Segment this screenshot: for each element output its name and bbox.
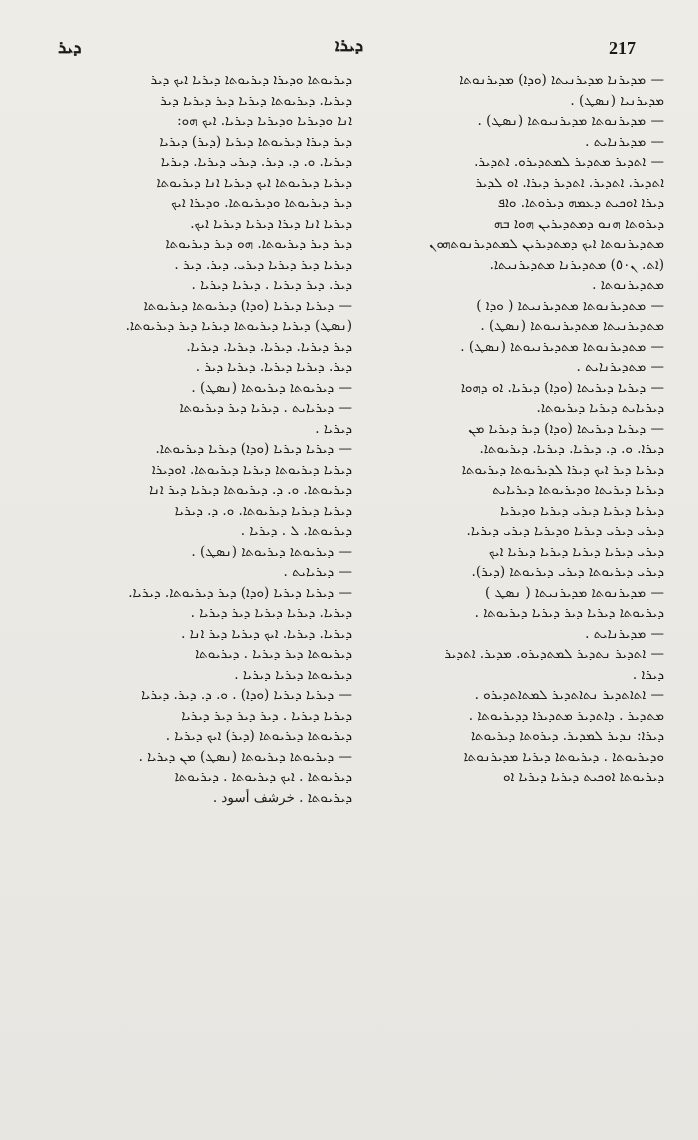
text-line: ܡܬܕܝܪ . ܕܐܬܕܝܪ ܡܬܕܝܪܐ ܕܕܝܪܝܘܬܐ . <box>468 707 664 724</box>
text-line: — ܐܬܕܝܪ ܡܬܕܝܪ ܠܡܬܕܝܪܘ. ܐܬܕܝܪ. <box>474 154 664 170</box>
text-line: — ܡܕܝܪܢܘܬܐ ܡܕܝܪܢܝܬܐ ( ܢܣܛ ) <box>485 584 664 601</box>
text-line: ܕܝܪܝܐ. ܕܝܪܝܘܬܐ ܕܝܪܝܐ ܕܝܪ ܕܝܪܝܐ ܕܝܪ <box>160 92 352 109</box>
text-line: — ܡܬܕܝܪܢܘܬܐ ܡܬܕܝܪܢܝܘܬܐ (ܢܣܛ) . <box>460 338 664 355</box>
text-line: — ܐܬܕܝܪ ܢܬܕܝܪ ܠܡܬܕܝܪܘ. ܡܕܝܪ. ܐܬܕܝܪ <box>444 646 664 662</box>
text-line: ܕܝܪܝܘܬܐ ܕܝܪܝܘܬܐ (ܕܝܪ) ܐܝܟ ܕܝܪܝܐ . <box>165 728 352 744</box>
text-line: ܕܝܪܝܐ ܕܝܪܝܘܬܐ ܐܝܟ ܕܝܪܝܐ ܐܢܐ ܕܝܪܝܘܬܐ <box>156 174 352 191</box>
text-line: — ܕܝܪܝܐܝܬ . ܕܝܪܝܐ ܕܝܪ ܕܝܪܝܘܬܐ <box>179 400 352 416</box>
text-line: ܕܝܪܝܐܝܬ ܕܝܪܝܐ ܕܝܪܝܘܬܐ. <box>536 400 664 416</box>
text-line: ܕܝܪܝܐ ܕܝܪ ܕܝܪܝܐ ܕܝܪܝ. ܕܝܪ. ܕܝܪ . <box>174 256 352 273</box>
text-line: ܕܝܪܝ ܕܝܪܝܐ ܕܝܪܝܐ ܕܝܪܝܐ ܕܝܪܝܐ ܐܝܟ <box>488 543 664 560</box>
text-line: ܕܝܪܝܘܬܐ ܕܝܪ ܕܝܪܝܐ . ܕܝܪܝܘܬܐ <box>195 646 352 662</box>
text-line: — ܕܝܪܝܘܬܐ ܕܝܪܝܘܬܐ (ܢܣܛ) ܡܢ ܕܝܪܝܐ . <box>138 748 352 765</box>
text-line: ܕܝܪܝܘܬܐ . ܐܝܟ ܕܝܪܝܘܬܐ . ܕܝܪܝܘܬܐ <box>174 769 352 785</box>
text-line: ܘܕܝܪܝܘܬܐ . ܕܝܪܝܘܬܐ ܕܝܪܝܐ ܡܕܝܪܢܘܬܐ <box>463 748 664 765</box>
text-line: ܐܢܐ ܘܕܝܪܝܐ ܘܕܝܪܝܐ ܕܝܪܝܐ. ܐܝܟ ܗܘ: <box>177 113 352 129</box>
page-number: 217 <box>609 38 636 58</box>
text-line: ܕܝܪܝ ܕܝܪܝܘܬܐ ܕܝܪܝ ܕܝܪܝܘܬܐ (ܕܝܪ). <box>471 564 664 580</box>
text-line: — ܕܝܪܝܐ ܕܝܪܝܐ (ܘܕܐ) ܕܝܪܝܘܬܐ ܕܝܪܝܘܬܐ <box>143 297 352 314</box>
text-line: — ܐܬܐܬܕܝܪ ܢܬܐܬܕܝܪ ܠܡܬܐܬܕܝܪܘ . <box>474 687 664 703</box>
text-line: — ܕܝܪܝܐ ܕܝܪܝܐ (ܘܕܐ) ܕܝܪ ܕܝܪܝܘܬܐ. ܕܝܪܝܐ. <box>128 584 352 601</box>
left-text-column <box>50 70 352 1100</box>
text-line: ܕܝܪܝܐ ܕܝܪܝܘܬܐ ܕܝܪܝܐ ܕܝܪܝܘܬܐ. ܐܘܕܝܪܐ <box>151 461 352 478</box>
text-line: ܡܬܕܝܪܢܘܬܐ . <box>592 277 664 293</box>
text-line: ܕܝܪܝܐ ܕܝܪ ܐܝܟ ܕܝܪܐ ܠܕܝܪܝܘܬܐ ܕܝܪܝܘܬܐ <box>461 461 664 478</box>
text-line: — ܕܝܪܝܐ ܕܝܪܝܬܐ (ܘܕܐ) ܕܝܪܝܐ. ܐܘ ܕܗܘܐ <box>460 379 664 396</box>
text-line: ܕܝܪ. ܕܝܪܝܐ ܕܝܪܝܐ. ܕܝܪܝܐ ܕܝܪ . <box>195 359 352 375</box>
text-line: ܕܝܪܝܐ ܕܝܪܝܐ ܕܝܪܝܘܬܐ. ܘ. ܕ. ܕܝܪܝܐ <box>174 502 352 519</box>
text-line: ܕܝܪ. ܕܝܪ ܕܝܪܝܐ . ܕܝܪܝܐ ܕܝܪܝܐ . <box>191 277 352 293</box>
text-line: ܡܬܕܝܪܢܝܬܐ ܡܬܕܝܪܢܝܘܬܐ (ܢܣܛ) . <box>480 318 664 334</box>
text-line: ܕܝܪܝܐ. ܕܝܪܝܐ ܕܝܪܝܐ ܕܝܪ ܕܝܪܝܐ . <box>190 605 352 621</box>
text-line: — ܡܕܝܪܢܐܝܬ . <box>585 625 664 642</box>
text-line: (ܐܬ. ܢ٥٠) ܡܬܕܝܪܢܐ ܡܬܕܝܪܢܝܬܐ. <box>489 256 664 273</box>
text-line: — ܡܕܝܪܢܐ ܡܕܝܪܢܝܬܐ (ܘܕܐ) ܡܕܝܪܢܘܬܐ <box>459 72 664 88</box>
text-line: — ܕܝܪܝܐ ܕܝܪܝܐ (ܘܕܐ) ܕܝܪܝܐ ܕܝܪܝܘܬܐ. <box>155 441 352 457</box>
text-line: ܕܝܪܝܘܬܐ ܕܝܪܝܐ ܕܝܪܝܐ . <box>234 666 352 683</box>
text-line: ܕܝܪܝܐ ܕܝܪܝܐ ܕܝܪܝ ܕܝܪܝܐ ܘܕܝܪܝܐ <box>500 502 664 519</box>
text-line: ܕܝܪ ܕܝܪܝܘܬܐ ܘܕܝܪܝܘܬܐ. ܘܕܝܪܐ ܐܝܟ <box>171 195 352 211</box>
text-line: — ܡܕܝܪܢܐܝܬ . <box>585 133 664 150</box>
text-line: — ܕܝܪܝܘܬܐ ܕܝܪܝܘܬܐ (ܢܣܛ) . <box>191 379 352 396</box>
text-line: ܕܝܪܐ ܐܘܟܝܬ ܕܥܡܗ ܕܝܪܘܬܐ. ܘܐܦ <box>497 195 664 211</box>
text-line: ܕܝܪ ܕܝܪ ܕܝܪܝܘܬܐ. ܗܘ ܕܝܪ ܕܝܪܝܘܬܐ <box>165 236 352 252</box>
text-line: ܕܝܪܝܐ . <box>315 420 352 437</box>
text-line: ܕܝܪܝܘܬܐ ܕܝܪܝܐ ܕܝܪ ܕܝܪܝܐ ܕܝܪܝܘܬܐ . <box>474 605 664 621</box>
text-line: — ܕܝܪܝܐܝܬ . <box>283 564 352 580</box>
text-line: ܕܝܪܝܐ. ܕܝܪܝܐ. ܐܝܟ ܕܝܪܝܐ ܕܝܪ ܐܢܐ . <box>181 625 352 642</box>
text-line: (ܢܣܛ) ܕܝܪܝܐ ܕܝܪܝܘܬܐ ܕܝܪܝܐ ܕܝܪ ܕܝܪܝܘܬܐ. <box>125 318 352 334</box>
text-line: — ܡܬܕܝܪܢܐܝܬ . <box>576 359 664 375</box>
header-guide-word-left: ܕܝܪ <box>58 38 82 58</box>
text-line: ܕܝܪܝ ܕܝܪܝ ܕܝܪܝܐ ܘܕܝܪܝܐ ܕܝܪܝ ܕܝܪܝܐ. <box>466 523 664 539</box>
right-text-column <box>362 70 664 1100</box>
text-line: ܕܝܪ ܕܝܪܝܐ. ܕܝܪܝܐ. ܕܝܪܝܐ. ܕܝܪܝܐ. <box>186 338 352 355</box>
text-line: ܕܝܪܘܬܐ ܗܢܘ ܕܡܬܕܝܪܝܢ ܗܘܐ ܒܗ <box>493 215 664 232</box>
text-line: — ܕܝܪܝܐ ܕܝܪܝܬܐ (ܘܕܐ) ܕܝܪ ܕܝܪܝܐ ܡܢ <box>468 420 664 437</box>
text-line: — ܡܕܝܪܢܘܬܐ ܡܕܝܪܢܝܘܬܐ (ܢܣܛ) . <box>477 113 664 129</box>
text-line: ܕܝܪ ܕܝܪܐ ܕܝܪܝܘܬܐ ܕܝܪܝܐ (ܕܝܪ) ܕܝܪܝܐ <box>159 133 352 150</box>
text-line: ܕܝܪܝܘܬܐ ܐܘܟܝܬ ܕܝܪܝܐ ܕܝܪܝܐ ܐܘ <box>503 769 664 785</box>
text-line: — ܕܝܪܝܐ ܕܝܪܝܐ (ܘܕܐ) . ܘ. ܕ. ܕܝܪ. ܕܝܪܝܐ <box>141 687 352 703</box>
text-line: ܕܝܪܝܘܬܐ . خرشف أسود . <box>212 789 352 806</box>
text-line: ܡܕܝܪܢܝܐ (ܢܣܛ) . <box>570 92 664 109</box>
text-line: ܕܝܪܐ. ܘ. ܕ. ܕܝܪܝܐ. ܕܝܪܝܐ. ܕܝܪܝܘܬܐ. <box>479 441 664 457</box>
header-guide-word-center: ܕܝܪܐ <box>334 36 364 56</box>
text-line: ܕܝܪܝܘܬܐ ܘܕܝܪܐ ܕܝܪܝܘܬܐ ܕܝܪܝܐ ܐܝܟ ܕܝܪ <box>150 72 352 88</box>
text-line: — ܡܬܕܝܪܢܘܬܐ ܡܬܕܝܪܢܝܬܐ ( ܘܕܐ ) <box>476 297 664 314</box>
text-line: ܕܝܪܐ: ܢܕܝܪ ܠܡܕܝܪ. ܕܝܪܘܬܐ ܕܝܪܝܘܬܐ <box>470 728 664 744</box>
text-line: ܡܬܕܝܪܢܘܬܐ ܐܝܟ ܕܡܬܕܝܪܝܢ ܠܡܬܕܝܪܢܘܬܗܘܢ <box>429 236 664 252</box>
text-line: — ܕܝܪܝܘܬܐ ܕܝܪܝܘܬܐ (ܢܣܛ) . <box>191 543 352 560</box>
text-line: ܕܝܪܝܐ ܕܝܪܝܬܐ ܘܕܝܪܝܘܬܐ ܕܝܪܝܐܝܬ <box>492 482 664 498</box>
text-line: ܕܝܪܝܘܬܐ. ܘ. ܕ. ܕܝܪܝܘܬܐ ܕܝܪܝܐ ܕܝܪ ܐܢܐ <box>149 482 352 498</box>
text-line: ܕܝܪܐ . <box>632 666 664 683</box>
text-line: ܕܝܪܝܐ. ܘ. ܕ. ܕܝܪ. ܕܝܪܝ ܕܝܪܝܐ. ܕܝܪܝܐ <box>160 154 352 170</box>
text-line: ܕܝܪܝܐ ܐܢܐ ܕܝܪܐ ܕܝܪܝܐ ܕܝܪܝܐ ܐܝܟ. <box>190 215 352 232</box>
text-line: ܕܝܪܝܘܬܐ. ܠ . ܕܝܪܝܐ . <box>240 523 352 539</box>
text-line: ܕܝܪܝܐ ܕܝܪܝܐ . ܕܝܪ ܕܝܪ ܕܝܪ ܕܝܪܝܐ <box>181 707 352 724</box>
text-line: ܐܬܕܝܪ. ܐܬܕܝܪ. ܐܬܕܝܪ ܕܝܪܐ. ܐܘ ܠܕܝܪ <box>475 174 664 191</box>
